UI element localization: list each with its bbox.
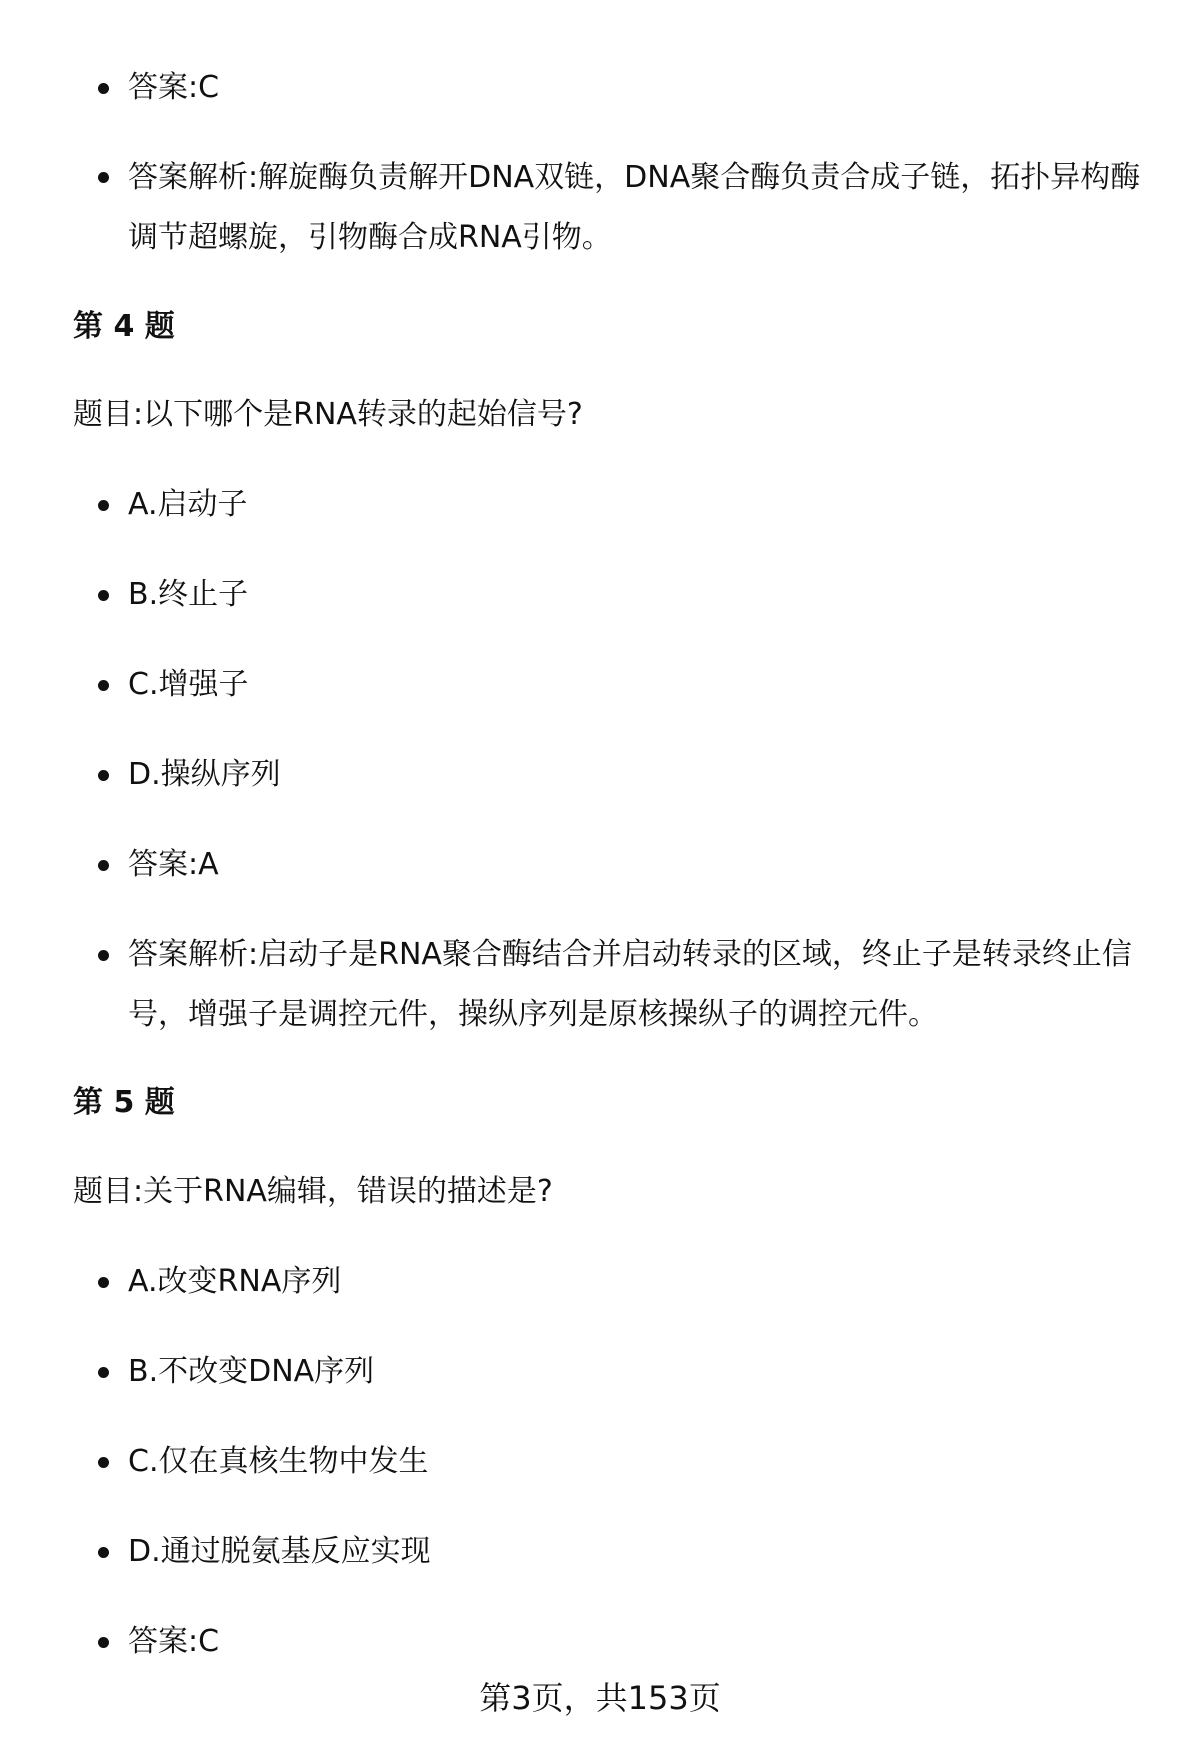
q4-heading: 第 4 题 <box>73 309 175 344</box>
bullet-dot <box>98 950 109 961</box>
q5-option-d: D.通过脱氨基反应实现 <box>128 1534 431 1569</box>
bullet-dot <box>98 500 109 511</box>
bullet-dot <box>98 680 109 691</box>
bullet-dot <box>98 770 109 781</box>
q5-option-c: C.仅在真核生物中发生 <box>128 1444 429 1479</box>
q5-answer: 答案:C <box>128 1624 220 1659</box>
q4-option-c: C.增强子 <box>128 667 249 702</box>
page-number-footer: 第3页，共153页 <box>479 1679 721 1717</box>
q5-option-b: B.不改变DNA序列 <box>128 1354 375 1389</box>
bullet-dot <box>98 1277 109 1288</box>
q3-explanation: 答案解析:解旋酶负责解开DNA双链，DNA聚合酶负责合成子链，拓扑异构酶调节超螺旋，引物酶合成RNA引物。 <box>128 160 1141 255</box>
bullet-dot <box>98 1367 109 1378</box>
bullet-dot <box>98 590 109 601</box>
q5-heading: 第 5 题 <box>73 1085 175 1120</box>
bullet-dot <box>98 172 109 183</box>
q4-option-a: A.启动子 <box>128 487 248 522</box>
bullet-dot <box>98 83 109 94</box>
q3-answer: 答案:C <box>128 70 220 105</box>
bullet-dot <box>98 1547 109 1558</box>
bullet-dot <box>98 860 109 871</box>
q5-question: 题目:关于RNA编辑，错误的描述是? <box>73 1174 553 1209</box>
q4-answer: 答案:A <box>128 847 219 882</box>
bullet-dot <box>98 1637 109 1648</box>
q4-question: 题目:以下哪个是RNA转录的起始信号? <box>73 397 583 432</box>
q5-option-a: A.改变RNA序列 <box>128 1264 342 1299</box>
q4-option-b: B.终止子 <box>128 577 249 612</box>
q4-option-d: D.操纵序列 <box>128 757 281 792</box>
bullet-dot <box>98 1457 109 1468</box>
q4-explanation: 答案解析:启动子是RNA聚合酶结合并启动转录的区域，终止子是转录终止信号，增强子是调控元件，操纵序列是原核操纵子的调控元件。 <box>128 937 1132 1032</box>
